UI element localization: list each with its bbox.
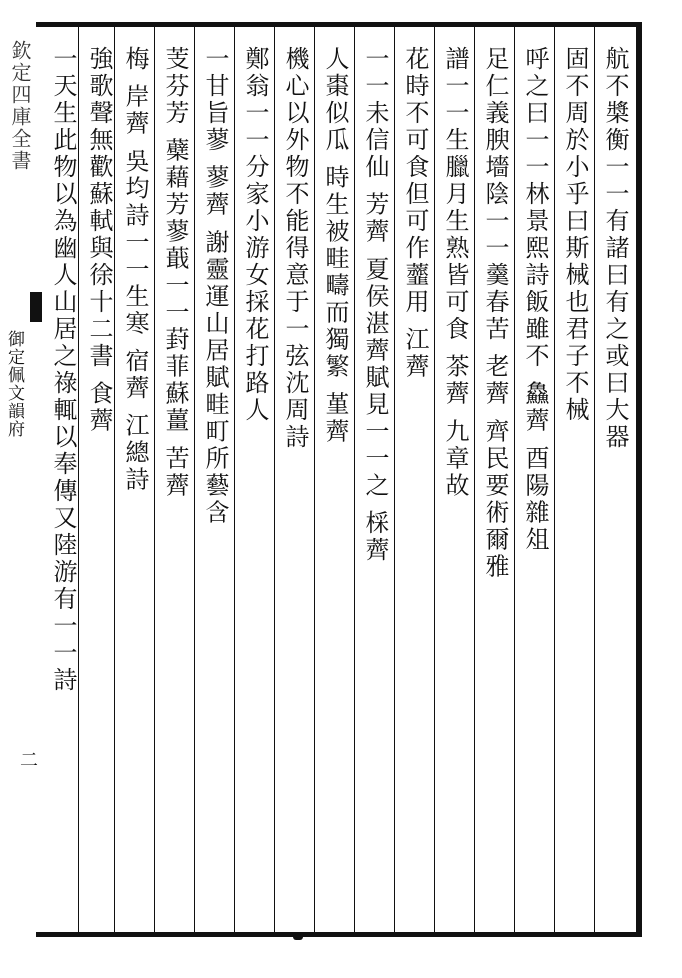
column-rule <box>314 27 315 932</box>
text-column: 一天生此物以為幽人山居之祿輒以奉傳又陸游有一一詩 <box>49 46 77 694</box>
bottom-mark <box>293 934 303 940</box>
text-column: 譜一一生臘月生熟皆可食 茶薺 九章故 <box>441 46 469 500</box>
text-column: 一甘旨蓼 蓼薺 謝靈運山居賦畦町所藝含 <box>201 46 229 527</box>
column-rule <box>554 27 555 932</box>
text-column: 機心以外物不能得意于一弦沈周詩 <box>281 46 309 451</box>
text-column: 強歌聲無歡蘇軾與徐十二書 食薺 <box>85 46 113 435</box>
column-rule <box>234 27 235 932</box>
spine-book-title: 御定佩文韻府 <box>4 330 24 438</box>
text-column: 航不槳衡一一有諸曰有之或曰大器 <box>601 46 629 451</box>
text-column: 鄭翁一一分家小游女採花打路人 <box>241 46 269 424</box>
column-rule <box>274 27 275 932</box>
column-rule <box>434 27 435 932</box>
text-column: 梅 岸薺 吳均詩一一生寒 宿薺 江總詩 <box>121 46 149 494</box>
column-rule <box>394 27 395 932</box>
column-rule <box>594 27 595 932</box>
column-rule <box>474 27 475 932</box>
column-rule <box>78 27 79 932</box>
text-column: 足仁義腴墻陰一一羹春苦 老薺 齊民要術爾雅 <box>481 46 509 581</box>
text-column: 呼之曰一一林景熙詩飯雖不 鱻薺 酉陽雜俎 <box>521 46 549 554</box>
column-rule <box>114 27 115 932</box>
text-column: 花時不可食但可作虀用 江薺 <box>401 46 429 381</box>
column-rule <box>514 27 515 932</box>
spine-page-number: 二 <box>17 750 38 768</box>
column-rule <box>354 27 355 932</box>
text-column: 芰芬芳 蘗藉芳蓼蕺一一葑菲蘇薑 苦薺 <box>161 46 189 500</box>
text-column: 一一未信仙 芳薺 夏侯湛薺賦見一一之 棌薺 <box>361 46 389 564</box>
fore-edge-spine <box>0 0 36 978</box>
text-column: 人棗似瓜 時生被畦疇而獨繁 堇薺 <box>321 46 349 446</box>
column-rule <box>194 27 195 932</box>
text-column: 固不周於小乎曰斯械也君子不械 <box>561 46 589 424</box>
column-rule <box>154 27 155 932</box>
spine-collection-title: 欽定四庫全書 <box>8 40 32 172</box>
